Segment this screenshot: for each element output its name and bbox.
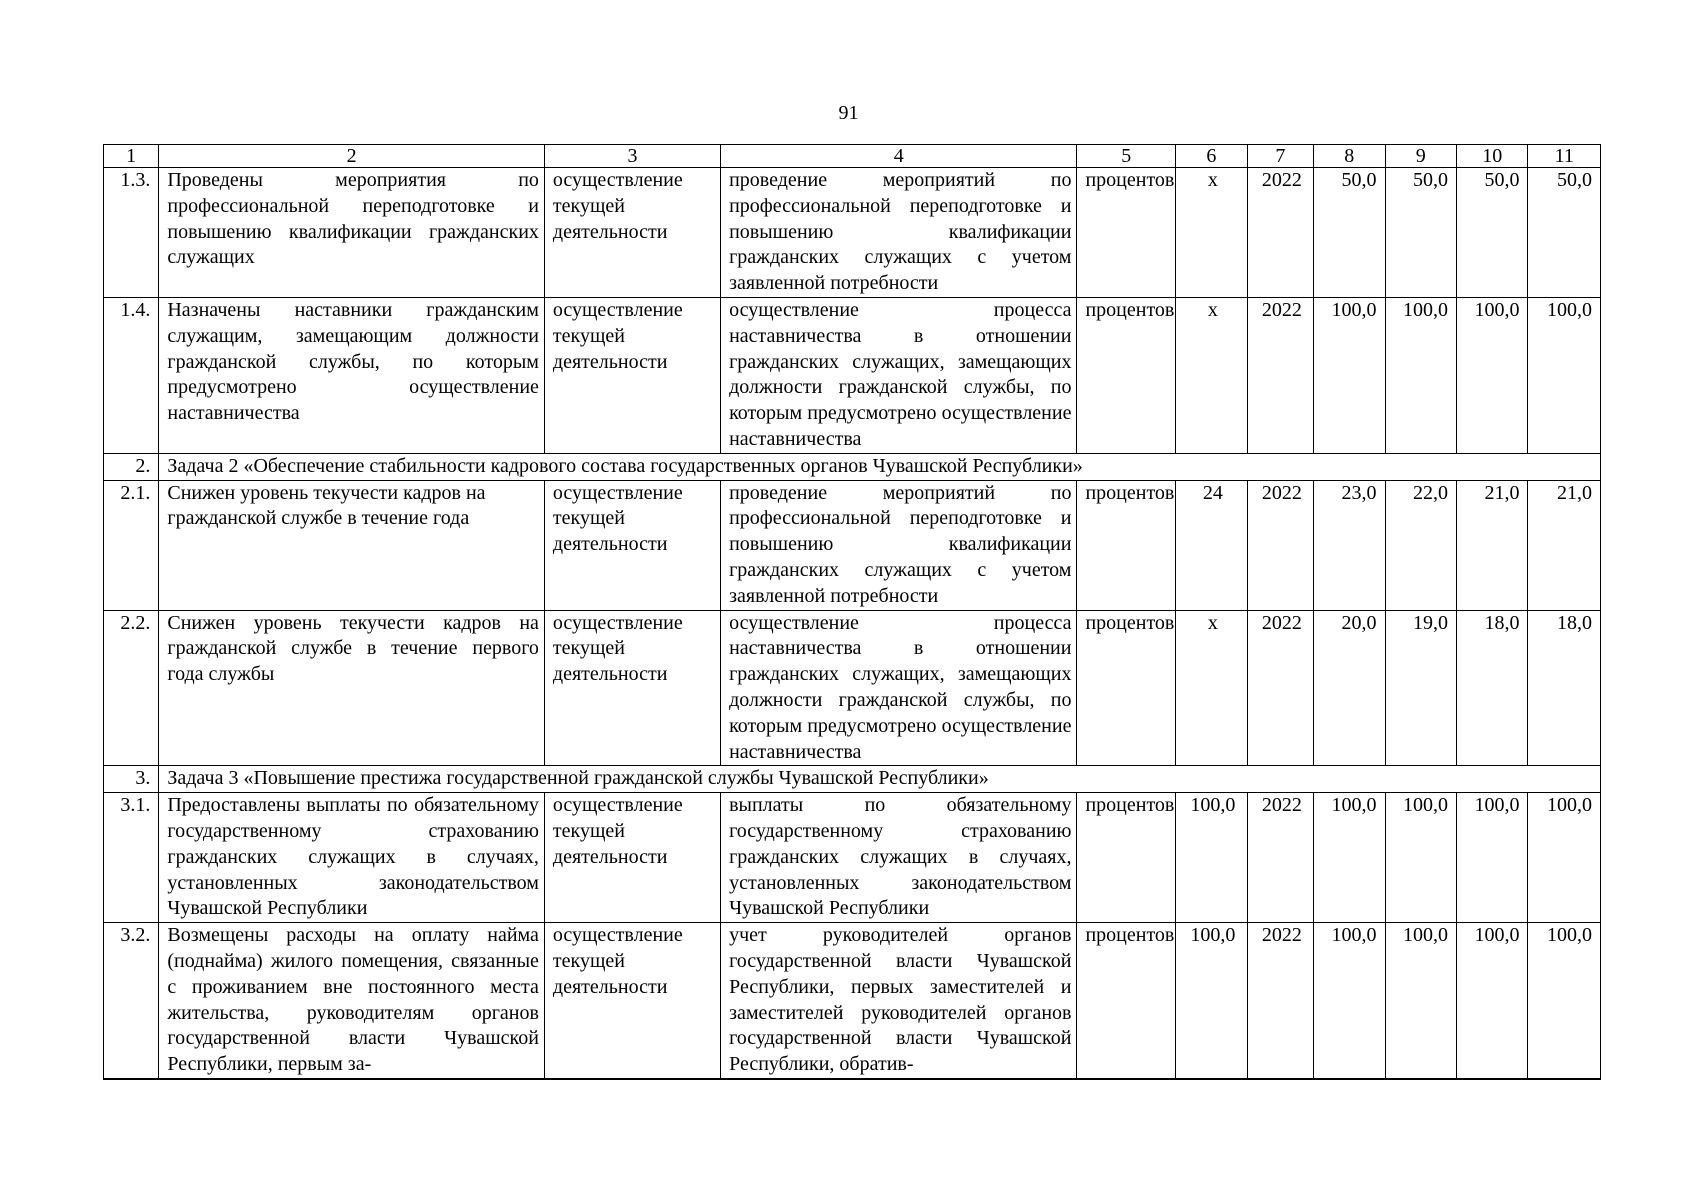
year-cell: 2022 [1247,480,1313,610]
task-row [104,453,1601,480]
value-cell: 20,0 [1314,610,1385,766]
value-cell: 100,0 [1385,923,1456,1079]
year-cell: 2022 [1247,610,1313,766]
row-number: 1.4. [104,298,159,454]
value-cell: 100,0 [1456,923,1527,1079]
value-cell: 100,0 [1314,298,1385,454]
page-number: 91 [838,102,859,124]
table-row [104,168,1601,298]
value-cell: 100,0 [1528,923,1601,1079]
base-value-cell: 100,0 [1176,923,1247,1079]
row-number: 2.2. [104,610,159,766]
task-row [104,766,1601,793]
type-cell: осуществление текущей деятельности [544,793,720,923]
type-cell: осуществление текущей деятельности [544,610,720,766]
characteristic-cell: учет руководителей органов государственной власти Чувашской Республики, первых заместителей и заместителей руководителей органов государственной власти Чувашской Республики, обратив- [721,923,1077,1079]
table-row [104,793,1601,923]
base-value-cell: х [1176,298,1247,454]
task-number: 3. [104,766,159,793]
value-cell: 50,0 [1456,168,1527,298]
value-cell: 50,0 [1385,168,1456,298]
header-cell: 4 [721,145,1077,168]
unit-cell: процентов [1077,168,1176,298]
base-value-cell: х [1176,610,1247,766]
type-cell: осуществление текущей деятельности [544,923,720,1079]
unit-cell: процентов [1077,610,1176,766]
table-row [104,610,1601,766]
type-cell: осуществление текущей деятельности [544,298,720,454]
year-cell: 2022 [1247,298,1313,454]
table-row [104,298,1601,454]
characteristic-cell: проведение мероприятий по профессиональной переподготовке и повышению квалификации гражданских служащих с учетом заявленной потребности [721,480,1077,610]
result-cell: Возмещены расходы на оплату найма (поднайма) жилого помещения, связанные с проживанием вне постоянного места жительства, руководителям органов государственной власти Чувашской Республики, первым за- [159,923,545,1079]
header-cell: 2 [159,145,545,168]
row-number: 3.2. [104,923,159,1079]
result-cell: Предоставлены выплаты по обязательному государственному страхованию гражданских служащих в случаях, установленных законодательством Чувашской Республики [159,793,545,923]
type-cell: осуществление текущей деятельности [544,168,720,298]
base-value-cell: 24 [1176,480,1247,610]
task-number: 2. [104,453,159,480]
value-cell: 21,0 [1528,480,1601,610]
value-cell: 100,0 [1456,298,1527,454]
value-cell: 100,0 [1456,793,1527,923]
characteristic-cell: осуществление процесса наставничества в отношении гражданских служащих, замещающих должности гражданской службы, по которым предусмотрено осуществление наставничества [721,610,1077,766]
value-cell: 100,0 [1385,793,1456,923]
task-title: Задача 2 «Обеспечение стабильности кадрового состава государственных органов Чувашской Республики» [159,453,1601,480]
result-cell: Снижен уровень текучести кадров на гражданской службе в течение первого года службы [159,610,545,766]
table-row [104,480,1601,610]
header-cell: 11 [1528,145,1601,168]
value-cell: 22,0 [1385,480,1456,610]
year-cell: 2022 [1247,793,1313,923]
value-cell: 19,0 [1385,610,1456,766]
value-cell: 100,0 [1314,793,1385,923]
unit-cell: процентов [1077,480,1176,610]
characteristic-cell: проведение мероприятий по профессиональной переподготовке и повышению квалификации гражданских служащих с учетом заявленной потребности [721,168,1077,298]
value-cell: 100,0 [1528,793,1601,923]
value-cell: 21,0 [1456,480,1527,610]
type-cell: осуществление текущей деятельности [544,480,720,610]
header-cell: 7 [1247,145,1313,168]
result-cell: Назначены наставники гражданским служащим, замещающим должности гражданской службы, по которым предусмотрено осуществление наставничества [159,298,545,454]
header-cell: 8 [1314,145,1385,168]
value-cell: 23,0 [1314,480,1385,610]
base-value-cell: 100,0 [1176,793,1247,923]
value-cell: 100,0 [1528,298,1601,454]
header-cell: 10 [1456,145,1527,168]
task-title: Задача 3 «Повышение престижа государственной гражданской службы Чувашской Республики» [159,766,1601,793]
year-cell: 2022 [1247,168,1313,298]
header-cell: 6 [1176,145,1247,168]
result-cell: Снижен уровень текучести кадров на гражданской службе в течение года [159,480,545,610]
value-cell: 18,0 [1528,610,1601,766]
unit-cell: процентов [1077,793,1176,923]
value-cell: 18,0 [1456,610,1527,766]
unit-cell: процентов [1077,923,1176,1079]
table-row [104,923,1601,1079]
header-cell: 9 [1385,145,1456,168]
value-cell: 50,0 [1314,168,1385,298]
header-cell: 1 [104,145,159,168]
characteristic-cell: выплаты по обязательному государственному страхованию гражданских служащих в случаях, установленных законодательством Чувашской Республики [721,793,1077,923]
row-number: 3.1. [104,793,159,923]
header-cell: 3 [544,145,720,168]
value-cell: 100,0 [1314,923,1385,1079]
indicators-table [103,144,1601,1080]
row-number: 2.1. [104,480,159,610]
characteristic-cell: осуществление процесса наставничества в отношении гражданских служащих, замещающих должности гражданской службы, по которым предусмотрено осуществление наставничества [721,298,1077,454]
row-number: 1.3. [104,168,159,298]
result-cell: Проведены мероприятия по профессиональной переподготовке и повышению квалификации гражданских служащих [159,168,545,298]
base-value-cell: х [1176,168,1247,298]
value-cell: 100,0 [1385,298,1456,454]
header-cell: 5 [1077,145,1176,168]
value-cell: 50,0 [1528,168,1601,298]
unit-cell: процентов [1077,298,1176,454]
table-header-row [104,145,1601,168]
year-cell: 2022 [1247,923,1313,1079]
